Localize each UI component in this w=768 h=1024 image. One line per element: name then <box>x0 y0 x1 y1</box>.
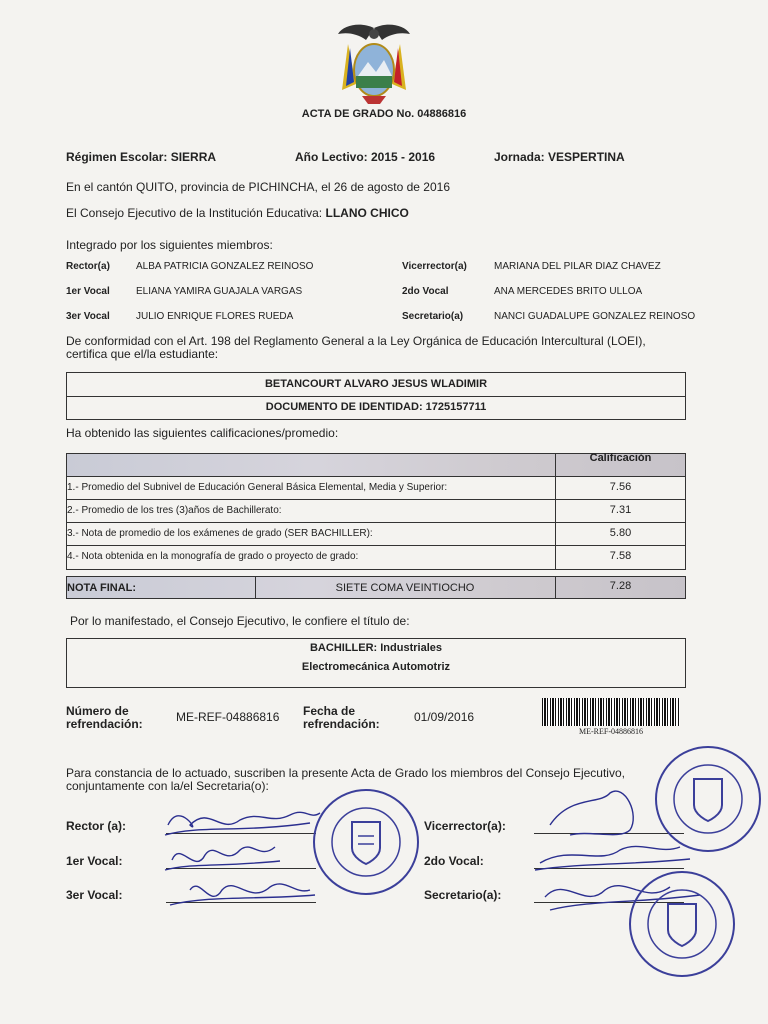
conformity-line-2: certifica que el/la estudiante: <box>66 347 219 361</box>
intro-prefix: El Consejo Ejecutivo de la Institución Educativa: <box>66 206 323 220</box>
member-role: 2do Vocal <box>402 286 449 297</box>
member-name: MARIANA DEL PILAR DIAZ CHAVEZ <box>494 261 661 272</box>
member-role: Rector(a) <box>66 261 110 272</box>
student-id: DOCUMENTO DE IDENTIDAD: 1725157711 <box>265 401 487 413</box>
closing-line-1: Para constancia de lo actuado, suscriben la presente Acta de Grado los miembros del Consejo Ejecutivo, <box>66 766 625 780</box>
grade-row-label: 3.- Nota de promedio de los exámenes de grado (SER BACHILLER): <box>67 528 373 539</box>
member-name: NANCI GUADALUPE GONZALEZ REINOSO <box>494 311 696 322</box>
institution-name: LLANO CHICO <box>325 206 409 220</box>
grade-row-value: 7.56 <box>609 481 632 493</box>
student-name: BETANCOURT ALVARO JESUS WLADIMIR <box>264 378 488 390</box>
conformity-line-1: De conformidad con el Art. 198 del Reglamento General a la Ley Orgánica de Educación Intercultural (LOEI), <box>66 334 646 348</box>
rectorado-stamp-icon <box>310 786 422 898</box>
intro-line-3: Integrado por los siguientes miembros: <box>66 238 273 252</box>
member-name: ANA MERCEDES BRITO ULLOA <box>494 286 643 297</box>
coat-of-arms-icon <box>334 20 414 108</box>
grade-row-label: 1.- Promedio del Subnivel de Educación General Básica Elemental, Media y Superior: <box>67 482 448 493</box>
final-grade-value: 7.28 <box>609 580 632 592</box>
sig-rector-label: Rector (a): <box>66 819 127 833</box>
refrendation-date: 01/09/2016 <box>414 710 475 724</box>
secretaria-stamp-icon <box>626 868 738 980</box>
grades-header: Calificación <box>589 452 652 464</box>
member-role: 1er Vocal <box>66 286 110 297</box>
barcode <box>542 698 680 726</box>
barcode-text: ME-REF-04886816 <box>579 727 643 736</box>
grade-row-label: 4.- Nota obtenida en la monografía de grado o proyecto de grado: <box>67 551 359 562</box>
final-grade-words: SIETE COMA VEINTIOCHO <box>335 582 475 594</box>
member-name: ALBA PATRICIA GONZALEZ REINOSO <box>136 261 314 272</box>
closing-line-2: conjuntamente con la/el Secretaria(o): <box>66 779 269 793</box>
final-grade-label: NOTA FINAL: <box>67 582 137 594</box>
member-name: JULIO ENRIQUE FLORES RUEDA <box>136 311 294 322</box>
vicerrectorado-stamp-icon <box>652 743 764 855</box>
intro-line-2 <box>66 206 409 220</box>
sig-secretario-label: Secretario(a): <box>424 888 502 902</box>
grade-row-value: 7.31 <box>609 504 632 516</box>
regimen-label: Régimen Escolar: SIERRA <box>66 150 217 164</box>
refrendation-number: ME-REF-04886816 <box>176 710 280 724</box>
sig-vocal3-label: 3er Vocal: <box>66 888 123 902</box>
grades-intro: Ha obtenido las siguientes calificaciones/promedio: <box>66 426 339 440</box>
title-intro: Por lo manifestado, el Consejo Ejecutivo, le confiere el título de: <box>70 614 410 628</box>
grade-row-label: 2.- Promedio de los tres (3)años de Bachillerato: <box>67 505 282 516</box>
degree-line-1: BACHILLER: Industriales <box>309 642 442 654</box>
member-name: ELIANA YAMIRA GUAJALA VARGAS <box>136 286 303 297</box>
degree-line-2: Electromecánica Automotriz <box>301 661 451 673</box>
member-role: Vicerrector(a) <box>402 261 467 272</box>
intro-line-1: En el cantón QUITO, provincia de PICHINCHA, el 26 de agosto de 2016 <box>66 180 450 194</box>
anio-label: Año Lectivo: 2015 - 2016 <box>295 150 436 164</box>
member-role: Secretario(a) <box>402 311 464 322</box>
sig-vicerrector-label: Vicerrector(a): <box>424 819 506 833</box>
document-title: ACTA DE GRADO No. 04886816 <box>301 108 467 120</box>
grade-row-value: 5.80 <box>609 527 632 539</box>
handwritten-signatures-left <box>160 795 330 935</box>
grade-row-value: 7.58 <box>609 550 632 562</box>
refrendation-number-label: Número de refrendación: <box>66 704 143 731</box>
sig-vocal2-label: 2do Vocal: <box>424 854 484 868</box>
member-role: 3er Vocal <box>66 311 110 322</box>
sig-vocal1-label: 1er Vocal: <box>66 854 123 868</box>
jornada-label: Jornada: VESPERTINA <box>494 150 625 164</box>
refrendation-date-label: Fecha de refrendación: <box>303 704 380 731</box>
